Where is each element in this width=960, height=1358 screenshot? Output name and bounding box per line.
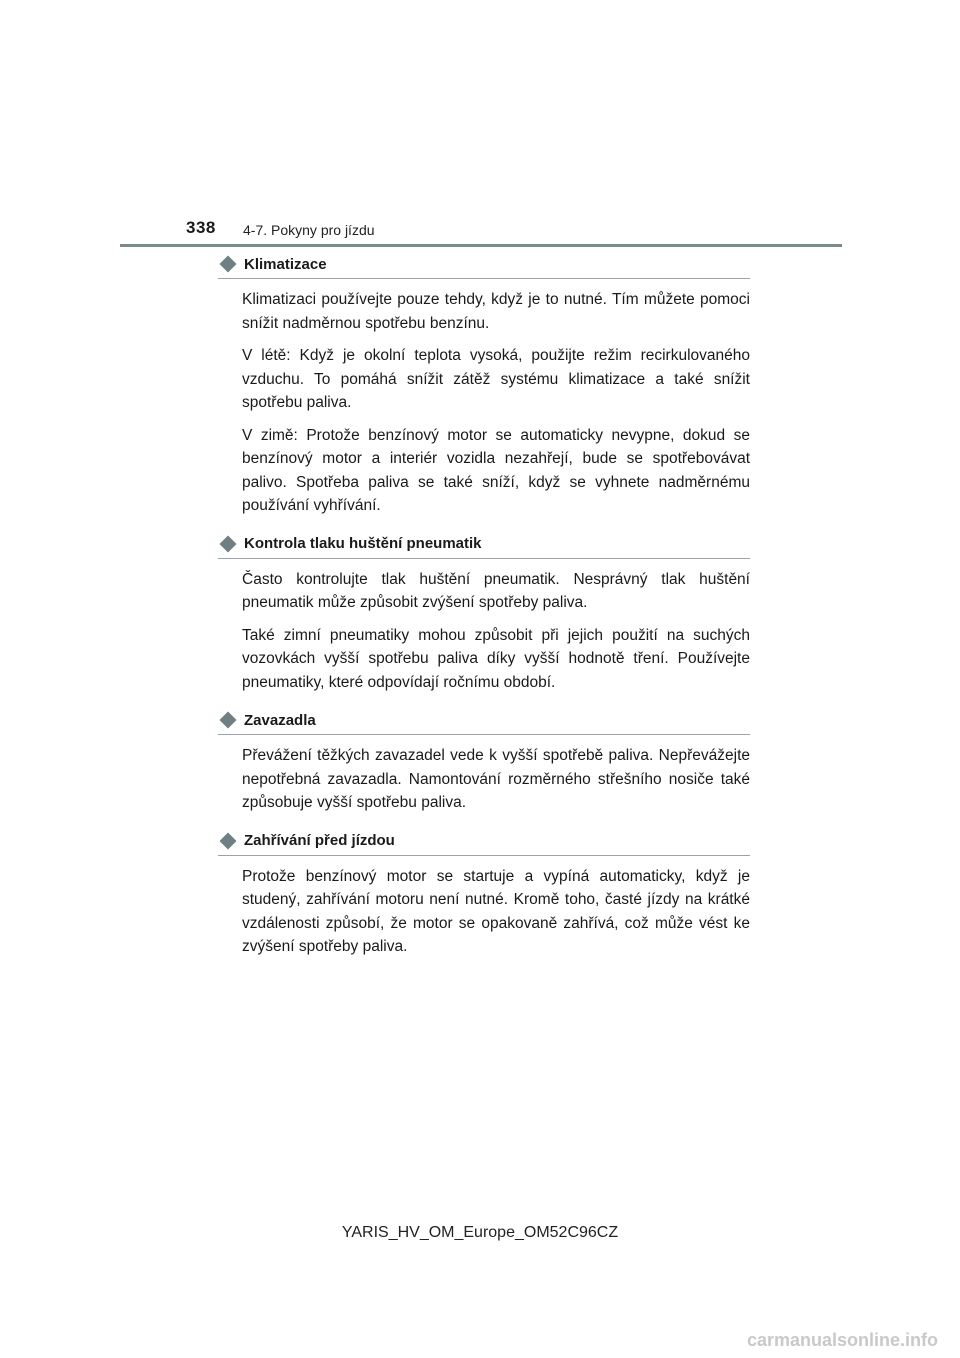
paragraph: Protože benzínový motor se startuje a vypíná automaticky, když je studený, zahřívání motoru není nutné. Kromě toho, časté jízdy na krátké vzdálenosti způsobí, že motor se opakovaně zahřívá, což může vést ke zvýšení spotřeby paliva. (242, 867, 750, 955)
page-content (218, 250, 750, 959)
paragraph: Také zimní pneumatiky mohou způsobit při jejich použití na suchých vozovkách vyšší spotřebu paliva díky vyšší hodnotě tření. Používejte pneumatiky, které odpovídají ročnímu období. (242, 626, 750, 691)
chapter-title: 4-7. Pokyny pro jízdu (243, 222, 375, 238)
section-heading (218, 530, 750, 559)
header-rule (120, 244, 842, 247)
watermark: carmanualsonline.info (746, 1330, 938, 1350)
section-title: Klimatizace (244, 255, 327, 273)
section-heading (218, 827, 750, 856)
document-code: YARIS_HV_OM_Europe_OM52C96CZ (341, 1224, 619, 1241)
section-title: Zahřívání před jízdou (244, 832, 395, 849)
paragraph: Klimatizaci používejte pouze tehdy, když je to nutné. Tím můžete pomoci snížit nadměrnou spotřebu benzínu. (242, 291, 750, 332)
section-title: Kontrola tlaku huštění pneumatik (244, 535, 482, 552)
section-tire-pressure (218, 530, 750, 695)
section-warm-up (218, 827, 750, 959)
diamond-bullet-icon (220, 712, 237, 729)
paragraph: Převážení těžkých zavazadel vede k vyšší spotřebě paliva. Nepřevážejte nepotřebná zavazadla. Namontování rozměrného střešního nosiče také způsobuje vyšší spotřebu paliva. (242, 747, 750, 811)
section-luggage (218, 706, 750, 815)
page-number: 338 (186, 218, 216, 237)
section-heading (218, 250, 750, 279)
paragraph: V létě: Když je okolní teplota vysoká, použijte režim recirkulovaného vzduchu. To pomáhá snížit zátěž systému klimatizace a také snížit spotřebu paliva. (242, 347, 750, 411)
section-heading (218, 706, 750, 735)
paragraph: Často kontrolujte tlak huštění pneumatik. Nesprávný tlak huštění pneumatik může způsobit zvýšení spotřeby paliva. (242, 570, 750, 611)
section-klimatizace (218, 250, 750, 518)
diamond-bullet-icon (220, 256, 237, 273)
paragraph: V zimě: Protože benzínový motor se automaticky nevypne, dokud se benzínový motor a interiér vozidla nezahřejí, bude se spotřebovávat palivo. Spotřeba paliva se také sníží, když se vyhnete nadměrnému používání vyhřívání. (242, 426, 750, 514)
diamond-bullet-icon (220, 535, 237, 552)
section-title: Zavazadla (244, 711, 316, 729)
diamond-bullet-icon (220, 832, 237, 849)
